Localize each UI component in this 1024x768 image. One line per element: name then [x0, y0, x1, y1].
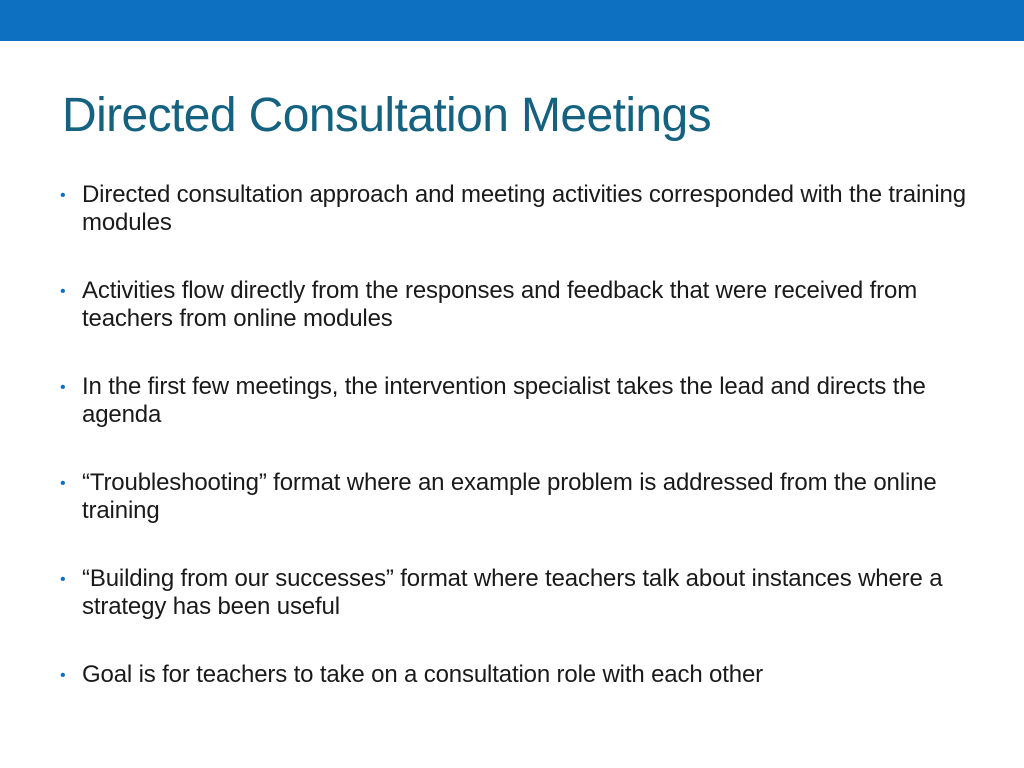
bullet-list [56, 181, 976, 689]
bullet-item [56, 469, 976, 525]
top-accent-band [0, 0, 1024, 41]
bullet-dot-icon: • [60, 571, 66, 588]
bullet-text: Activities flow directly from the responses and feedback that were received from teachers from online modules [82, 277, 918, 332]
bullet-dot-icon: • [60, 475, 66, 492]
bullet-item [56, 181, 976, 237]
bullet-item [56, 277, 976, 333]
bullet-item [56, 565, 976, 621]
bullet-dot-icon: • [60, 283, 66, 300]
bullet-text: In the first few meetings, the intervention specialist takes the lead and directs the agenda [82, 373, 926, 428]
bullet-dot-icon: • [60, 667, 66, 684]
bullet-dot-icon: • [60, 379, 66, 396]
bullet-text: Directed consultation approach and meeting activities corresponded with the training modules [82, 181, 966, 236]
bullet-text: Goal is for teachers to take on a consultation role with each other [82, 661, 764, 688]
bullet-item [56, 373, 976, 429]
bullet-item [56, 661, 976, 689]
bullet-text: “Building from our successes” format where teachers talk about instances where a strategy has been useful [82, 565, 943, 620]
slide-title: Directed Consultation Meetings [62, 89, 712, 142]
bullet-dot-icon: • [60, 187, 66, 204]
bullet-text: “Troubleshooting” format where an example problem is addressed from the online training [82, 469, 937, 524]
